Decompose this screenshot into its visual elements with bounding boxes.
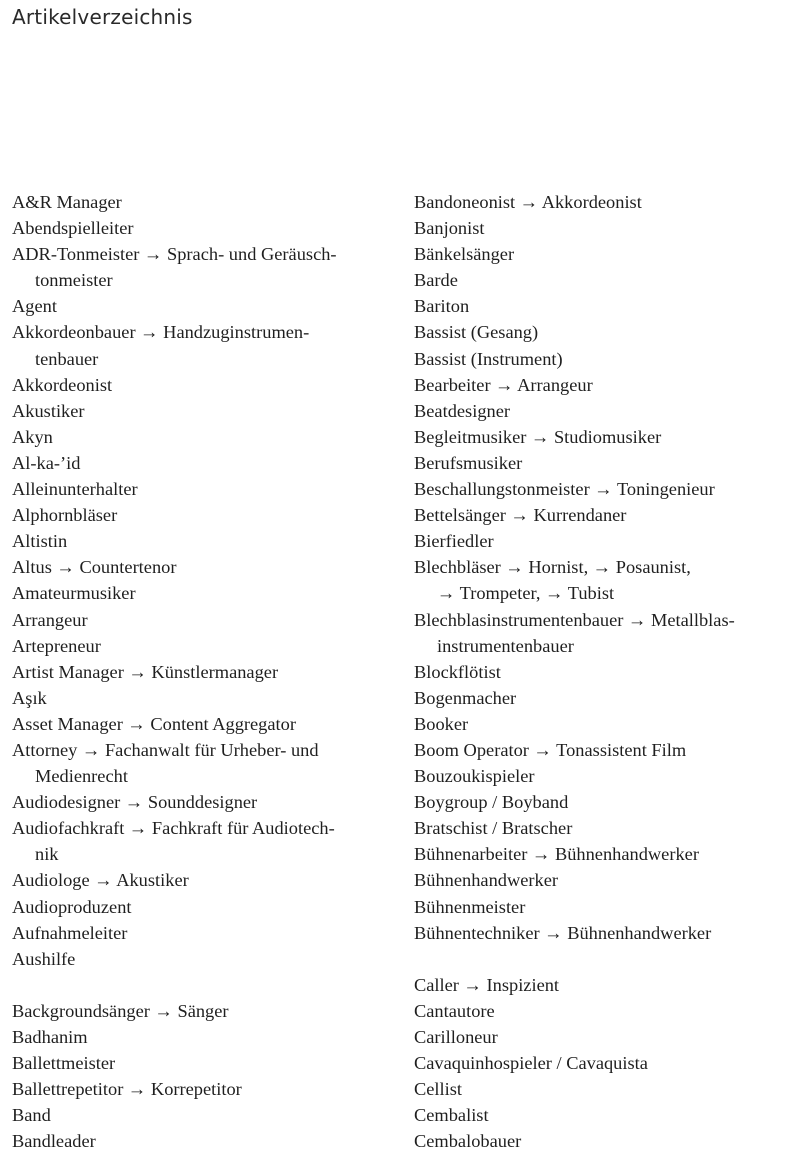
index-entry: Artepreneur (12, 635, 101, 656)
index-entry: Bühnenhandwerker (414, 870, 559, 891)
section-gap (12, 972, 392, 998)
index-entry: Bogenmacher (414, 687, 517, 708)
index-entry: Bänkelsänger (414, 244, 515, 265)
index-entry: Akkordeonist (12, 374, 113, 395)
index-entry: Backgroundsänger → Sänger (12, 1000, 229, 1021)
index-entry: Arrangeur (12, 609, 88, 630)
index-entry: Bühnentechniker → Bühnenhandwerker (414, 922, 712, 943)
index-column-right (414, 189, 804, 1154)
index-entry: Bandleader (12, 1131, 96, 1152)
index-entry: Altus → Countertenor (12, 557, 177, 578)
index-entry: Booker (414, 713, 469, 734)
index-entry: Al-ka-’id (12, 452, 81, 473)
index-entry: Berufsmusiker (414, 452, 523, 473)
index-entry: ADR-Tonmeister → Sprach- und Geräusch- (12, 244, 337, 265)
index-entry: Begleitmusiker → Studiomusiker (414, 426, 662, 447)
index-entry: Asset Manager → Content Aggregator (12, 713, 296, 734)
index-entry: Carilloneur (414, 1027, 498, 1047)
index-entry: Alleinunterhalter (12, 479, 138, 500)
index-entry: Abendspielleiter (12, 218, 134, 239)
index-entry: Beatdesigner (414, 400, 511, 421)
index-entry: Ballettrepetitor → Korrepetitor (12, 1079, 242, 1100)
index-entry: Agent (12, 296, 57, 317)
index-entry: Beschallungstonmeister → Toningenieur (414, 479, 715, 500)
index-entry: Blechbläser → Hornist, → Posaunist, (414, 557, 691, 578)
index-entry: Akyn (12, 426, 53, 447)
index-entry: Amateurmusiker (12, 583, 136, 604)
index-entry: Aşık (12, 687, 47, 708)
index-entry: Bierfiedler (414, 531, 494, 552)
index-entry: Bratschist / Bratscher (414, 818, 573, 839)
index-entry: Audioproduzent (12, 896, 132, 917)
index-entry: Badhanim (12, 1027, 88, 1047)
index-entry: Audiologe → Akustiker (12, 870, 189, 891)
index-entry: Bettelsänger → Kurrendaner (414, 505, 627, 526)
index-entry: A&R Manager (12, 192, 122, 212)
index-entry-continuation: → Trompeter, → Tubist (437, 583, 615, 604)
index-entry: Bühnenarbeiter → Bühnenhandwerker (414, 844, 699, 865)
index-entry-continuation: instrumentenbauer (437, 635, 574, 656)
index-entry: Bouzoukispieler (414, 766, 535, 787)
index-entry-continuation: tonmeister (35, 270, 113, 291)
index-entry: Artist Manager → Künstlermanager (12, 661, 279, 682)
index-entry: Alphornbläser (12, 505, 118, 526)
index-entry: Ballettmeister (12, 1053, 116, 1074)
index-entry: Attorney → Fachanwalt für Urheber- und (12, 739, 319, 760)
index-entry: Aufnahmeleiter (12, 922, 128, 943)
index-entry: Bandoneonist → Akkordeonist (414, 192, 642, 212)
index-entry-continuation: tenbauer (35, 348, 99, 369)
index-entry: Boom Operator → Tonassistent Film (414, 739, 687, 760)
index-entry-continuation: Medienrecht (35, 766, 128, 787)
section-gap (414, 946, 804, 972)
index-entry: Bearbeiter → Arrangeur (414, 374, 593, 395)
index-entry: Boygroup / Boyband (414, 792, 569, 813)
index-entry: Barde (414, 270, 458, 291)
index-entry: Audiofachkraft → Fachkraft für Audiotech- (12, 818, 335, 839)
index-entry: Akustiker (12, 400, 85, 421)
index-entry: Cembalobauer (414, 1131, 522, 1152)
index-entry: Cembalist (414, 1105, 489, 1126)
index-column-left (12, 189, 392, 1154)
index-entry: Akkordeonbauer → Handzuginstrumen- (12, 322, 310, 343)
index-entry-continuation: nik (35, 844, 59, 865)
index-entry: Banjonist (414, 218, 485, 239)
index-entry: Altistin (12, 531, 68, 552)
index-entry: Bühnenmeister (414, 896, 526, 917)
index-entry: Audiodesigner → Sounddesigner (12, 792, 258, 813)
index-entry: Band (12, 1105, 51, 1126)
index-entry: Blockflötist (414, 661, 501, 682)
index-entry: Cavaquinhospieler / Cavaquista (414, 1053, 648, 1074)
index-entry: Blechblasinstrumentenbauer → Metallblas- (414, 609, 735, 630)
index-entry: Bassist (Instrument) (414, 348, 563, 369)
index-entry: Cantautore (414, 1000, 495, 1021)
page-title: Artikelverzeichnis (12, 5, 193, 29)
index-entry: Bassist (Gesang) (414, 322, 539, 343)
index-entry: Bariton (414, 296, 470, 317)
index-entry: Cellist (414, 1079, 463, 1100)
index-entry: Aushilfe (12, 948, 76, 969)
index-entry: Caller → Inspizient (414, 974, 560, 995)
